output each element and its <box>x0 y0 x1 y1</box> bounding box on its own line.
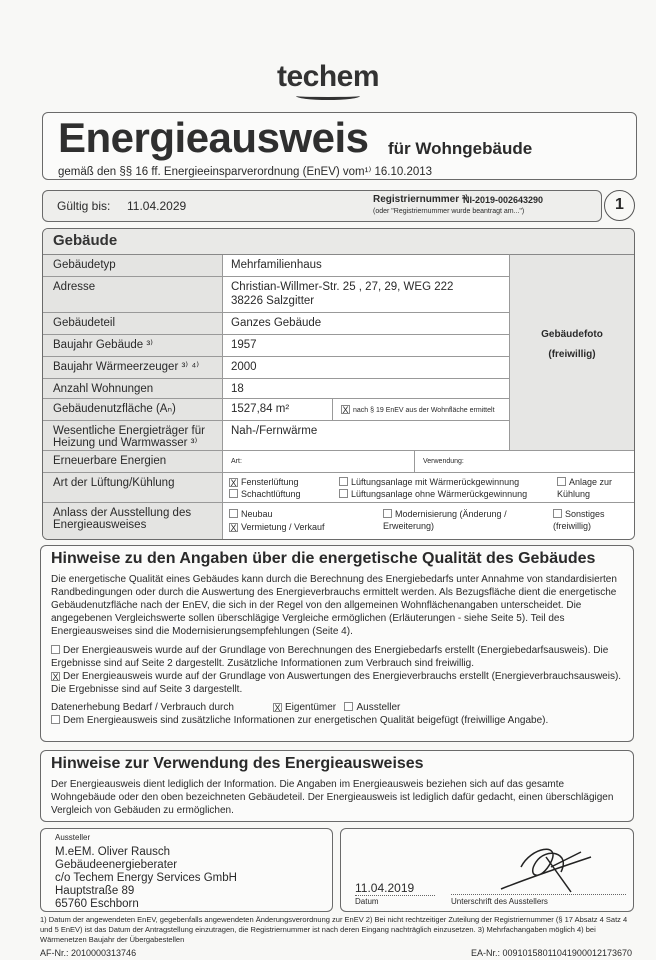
techem-logo: techem <box>276 60 380 93</box>
datenerhebung-label: Datenerhebung Bedarf / Verbrauch durch <box>51 702 234 713</box>
signature-label: Unterschrift des Ausstellers <box>451 894 626 906</box>
note-text: nach § 19 EnEV aus der Wohnfläche ermittelt <box>353 407 495 414</box>
option-modernisierung[interactable]: Modernisierung (Änderung / Erweiterung) <box>383 509 507 531</box>
verwendung-field: Verwendung: <box>415 451 634 472</box>
page-number: 1 <box>604 190 635 221</box>
reg-note: (oder "Registriernummer wurde beantragt am...") <box>373 208 525 215</box>
table-row <box>43 335 509 357</box>
subtitle: gemäß den §§ 16 ff. Energieeinsparverordnung (EnEV) vom¹⁾ 16.10.2013 <box>58 166 433 178</box>
issuer-label: Aussteller <box>55 833 91 842</box>
table-row <box>43 421 509 451</box>
table-row <box>43 357 509 379</box>
row-value: Ganzes Gebäude <box>223 313 509 334</box>
section-heading: Hinweise zur Verwendung des Energieausweises <box>51 755 424 772</box>
issue-date: 11.04.2019 <box>355 881 435 896</box>
section-heading: Hinweise zu den Angaben über die energetische Qualität des Gebäudes <box>51 550 596 567</box>
table-row <box>43 399 509 421</box>
footnotes: 1) Datum der angewendeten EnEV, gegebenfalls angewendeten Änderungsverordnung zur EnEV 2) Bei nicht rechtzeitiger Zuteilung der Registriernummer (§ 17 Absatz 4 Satz 4 und 5 EnEV) ist das Datum der Antragstellung einzutragen, die Registriernummer ist nach deren Eingang nachträglich einzusetzen. 3) Mehrfachangaben möglich 4) bei Wärmenetzen Baujahr der Übergabestellen <box>40 915 628 944</box>
row-label: Gebäudeteil <box>43 313 223 334</box>
af-number: AF-Nr.: 2010000313746 <box>40 948 137 958</box>
hinweise-text: Die energetische Qualität eines Gebäudes kann durch die Berechnung des Energiebedarfs unter Annahme von standardisierten Randbedingungen oder durch die Auswertung des Energieverbrauchs ermittelt werden. Als Bezugsfläche dient die energetische Gebäudenutzfläche nach der EnEV, die sich in der Regel von den allgemeinen Wohnflächenangaben unterscheidet. Die angegebenen Vergleichswerte sollen überschlägige Vergleiche ermöglichen (Erläuterungen - siehe Seite 5). Teil des Energieausweises sind die Modernisierungsempfehlungen (Seite 4). <box>51 574 617 637</box>
row-value: Mehrfamilienhaus <box>223 255 509 276</box>
section-heading: Gebäude <box>43 229 634 254</box>
building-photo <box>509 254 634 450</box>
logo-arc <box>296 92 360 100</box>
row-label: Baujahr Wärmeerzeuger ³⁾ ⁴⁾ <box>43 357 223 378</box>
table-row <box>43 503 634 539</box>
row-label: Anzahl Wohnungen <box>43 379 223 398</box>
signature <box>491 837 601 897</box>
option-fensterlueftung[interactable]: X Fensterlüftung <box>230 477 299 488</box>
photo-note: (freiwillig) <box>548 349 596 360</box>
issuer-box <box>40 828 333 912</box>
row-label: Anlass der Ausstellung des Energieausweises <box>43 503 223 539</box>
verwendung-section <box>40 750 634 822</box>
table-row <box>43 451 634 473</box>
row-label: Adresse <box>43 277 223 312</box>
valid-label: Gültig bis: <box>57 199 111 213</box>
option-bedarfsausweis[interactable]: Der Energieausweis wurde auf der Grundlage von Berechnungen des Energiebedarfs erstellt (Energiebedarfsausweis). Die Ergebnisse sind auf Seite 2 dargestellt. Zusätzliche Informationen zum Verbrauch sind freiwillig. <box>51 645 609 669</box>
option-verbrauchsausweis[interactable]: X Der Energieausweis wurde auf der Grundlage von Auswertungen des Energieverbrauchs erstellt (Energieverbrauchsausweis). Die Ergebnisse sind auf Seite 3 dargestellt. <box>51 671 622 695</box>
reg-label: Registriernummer ²⁾ <box>373 194 468 205</box>
option-kuehlung[interactable]: Anlage zur Kühlung <box>557 477 613 499</box>
table-row <box>43 255 509 277</box>
building-section <box>42 228 635 540</box>
row-label: Gebäudenutzfläche (Aₙ) <box>43 399 223 420</box>
valid-date: 11.04.2029 <box>127 199 187 213</box>
table-row <box>43 379 509 399</box>
row-label: Art der Lüftung/Kühlung <box>43 473 223 502</box>
issuer-line: Gebäudeenergieberater <box>55 859 178 871</box>
issuer-line: Hauptstraße 89 <box>55 885 135 897</box>
issuer-line: 65760 Eschborn <box>55 898 139 910</box>
row-value: 18 <box>223 379 509 398</box>
ea-number: EA-Nr.: 00910158011041900012173670 <box>471 948 632 958</box>
row-value: 1957 <box>223 335 509 356</box>
address-line: Christian-Willmer-Str. 25 , 27, 29, WEG 222 <box>231 281 454 293</box>
checkbox-checked[interactable]: X <box>342 405 349 415</box>
option-eigentuemer[interactable]: X Eigentümer <box>274 702 337 713</box>
verwendung-text: Der Energieausweis dient lediglich der Information. Die Angaben im Energieausweis beziehen sich auf das gesamte Wohngebäude oder den oben bezeichneten Gebäudeteil. Der Energieausweis ist lediglich dafür gedacht, einen überschlägigen Vergleich von Gebäuden zu ermöglichen. <box>51 779 614 816</box>
lower-table <box>43 450 634 539</box>
table-row <box>43 313 509 335</box>
signature-box <box>340 828 634 912</box>
address-line: 38226 Salzgitter <box>231 294 315 307</box>
reg-number: NI-2019-002643290 <box>463 195 544 205</box>
row-label: Gebäudetyp <box>43 255 223 276</box>
row-label: Baujahr Gebäude ³⁾ <box>43 335 223 356</box>
issuer-line: c/o Techem Energy Services GmbH <box>55 872 237 884</box>
option-lueftung-ohne-wrg[interactable]: Lüftungsanlage ohne Wärmerückgewinnung <box>339 488 527 500</box>
page-title: Energieausweis <box>58 114 369 161</box>
building-table <box>43 254 509 451</box>
row-label: Erneuerbare Energien <box>43 451 223 472</box>
table-row <box>43 473 634 503</box>
row-value <box>223 277 509 312</box>
option-schachtlueftung[interactable]: Schachtlüftung <box>229 488 301 500</box>
art-field: Art: <box>223 451 415 472</box>
option-neubau[interactable]: Neubau <box>229 508 273 520</box>
table-row <box>43 277 509 313</box>
datenerhebung-row <box>51 701 623 714</box>
date-label: Datum <box>355 897 379 906</box>
issuer-line: M.eEM. Oliver Rausch <box>55 846 171 858</box>
row-value: 2000 <box>223 357 509 378</box>
option-vermietung[interactable]: X Vermietung / Verkauf <box>230 522 325 533</box>
option-aussteller[interactable]: Aussteller <box>344 702 400 713</box>
row-label: Wesentliche Energieträger für Heizung und Warmwasser ³⁾ <box>43 421 223 450</box>
option-lueftung-mit-wrg[interactable]: Lüftungsanlage mit Wärmerückgewinnung <box>339 476 519 488</box>
row-value: Nah-/Fernwärme <box>223 421 509 450</box>
area-note <box>333 399 509 420</box>
title-suffix: für Wohngebäude <box>388 139 533 158</box>
option-sonstiges[interactable]: Sonstiges (freiwillig) <box>553 509 605 531</box>
option-zusatzinfo[interactable]: Dem Energieausweis sind zusätzliche Informationen zur energetischen Qualität beigefügt (freiwillige Angabe). <box>51 714 623 727</box>
hinweise-section <box>40 545 634 742</box>
photo-label: Gebäudefoto <box>541 329 603 340</box>
validity-box <box>42 190 602 222</box>
row-value: 1527,84 m² <box>223 399 333 420</box>
